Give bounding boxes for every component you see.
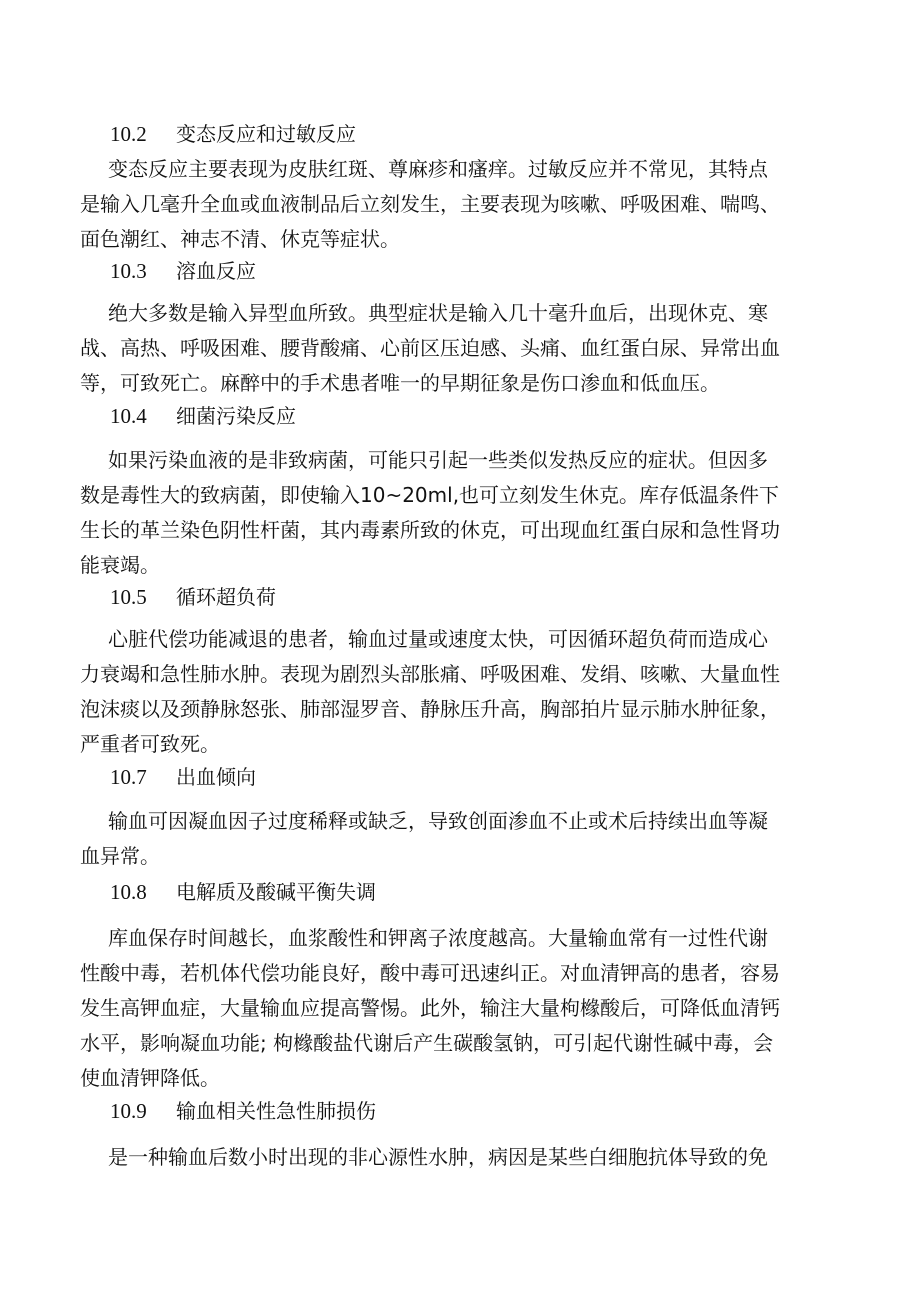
section-title: 电解质及酸碱平衡失调 — [176, 880, 376, 904]
paragraph-line: 力衰竭和急性肺水肿。表现为剧烈头部胀痛、呼吸困难、发绢、咳嗽、大量血性 — [80, 662, 780, 686]
section-paragraph-10-2 — [80, 152, 830, 257]
section-heading-10-5 — [110, 582, 276, 612]
section-paragraph-10-7 — [80, 804, 830, 874]
paragraph-line: 泡沫痰以及颈静脉怒张、肺部湿罗音、静脉压升高，胸部拍片显示肺水肿征象， — [80, 697, 780, 721]
paragraph-line: 面色潮红、神志不清、休克等症状。 — [80, 227, 400, 251]
section-paragraph-10-5 — [80, 622, 830, 762]
paragraph-line: 血异常。 — [80, 844, 160, 868]
paragraph-line: 严重者可致死。 — [80, 732, 220, 756]
paragraph-line: 绝大多数是输入异型血所致。典型症状是输入几十毫升血后，出现休克、寒 — [108, 301, 768, 325]
paragraph-line: 心脏代偿功能减退的患者，输血过量或速度太快，可因循环超负荷而造成心 — [108, 627, 768, 651]
section-number: 10.7 — [110, 765, 147, 789]
paragraph-line: 变态反应主要表现为皮肤红斑、尊麻疹和瘙痒。过敏反应并不常见，其特点 — [108, 157, 768, 181]
paragraph-line: 数是毒性大的致病菌，即使输入10~20ml,也可立刻发生休克。库存低温条件下 — [80, 483, 780, 507]
section-heading-10-8 — [110, 877, 376, 907]
paragraph-line: 使血清钾降低。 — [80, 1066, 220, 1090]
paragraph-line: 生长的革兰染色阴性杆菌，其内毒素所致的休克，可出现血红蛋白尿和急性肾功 — [80, 518, 780, 542]
paragraph-line: 是一种输血后数小时出现的非心源性水肿，病因是某些白细胞抗体导致的免 — [108, 1145, 768, 1169]
paragraph-line: 性酸中毒，若机体代偿功能良好，酸中毒可迅速纠正。对血清钾高的患者，容易 — [80, 961, 780, 985]
section-number: 10.3 — [110, 259, 147, 283]
section-title: 输血相关性急性肺损伤 — [176, 1099, 376, 1123]
section-heading-10-7 — [110, 762, 256, 792]
section-heading-10-3 — [110, 256, 256, 286]
section-title: 细菌污染反应 — [176, 404, 296, 428]
section-number: 10.5 — [110, 585, 147, 609]
section-heading-10-9 — [110, 1096, 376, 1126]
paragraph-line: 水平，影响凝血功能; 枸橼酸盐代谢后产生碳酸氢钠，可引起代谢性碱中毒，会 — [80, 1031, 774, 1055]
paragraph-line: 发生高钾血症，大量输血应提高警惕。此外，输注大量枸橼酸后，可降低血清钙 — [80, 996, 780, 1020]
paragraph-line: 是输入几毫升全血或血液制品后立刻发生，主要表现为咳嗽、呼吸困难、喘鸣、 — [80, 192, 780, 216]
section-number: 10.4 — [110, 404, 147, 428]
section-number: 10.2 — [110, 122, 147, 146]
section-heading-10-2 — [110, 119, 356, 149]
paragraph-line: 输血可因凝血因子过度稀释或缺乏，导致创面渗血不止或术后持续出血等凝 — [108, 809, 768, 833]
section-paragraph-10-9 — [80, 1140, 830, 1175]
section-paragraph-10-3 — [80, 296, 830, 401]
paragraph-line: 战、高热、呼吸困难、腰背酸痛、心前区压迫感、头痛、血红蛋白尿、异常出血 — [80, 336, 780, 360]
section-paragraph-10-4 — [80, 443, 830, 583]
section-heading-10-4 — [110, 401, 296, 431]
section-paragraph-10-8 — [80, 921, 830, 1096]
paragraph-line: 如果污染血液的是非致病菌，可能只引起一些类似发热反应的症状。但因多 — [108, 448, 768, 472]
section-title: 循环超负荷 — [176, 585, 276, 609]
paragraph-line: 库血保存时间越长，血浆酸性和钾离子浓度越高。大量输血常有一过性代谢 — [108, 926, 768, 950]
paragraph-line: 能衰竭。 — [80, 553, 160, 577]
paragraph-line: 等，可致死亡。麻醉中的手术患者唯一的早期征象是伤口渗血和低血压。 — [80, 371, 720, 395]
section-title: 变态反应和过敏反应 — [176, 122, 356, 146]
section-number: 10.9 — [110, 1099, 147, 1123]
section-title: 出血倾向 — [176, 765, 256, 789]
section-title: 溶血反应 — [176, 259, 256, 283]
section-number: 10.8 — [110, 880, 147, 904]
